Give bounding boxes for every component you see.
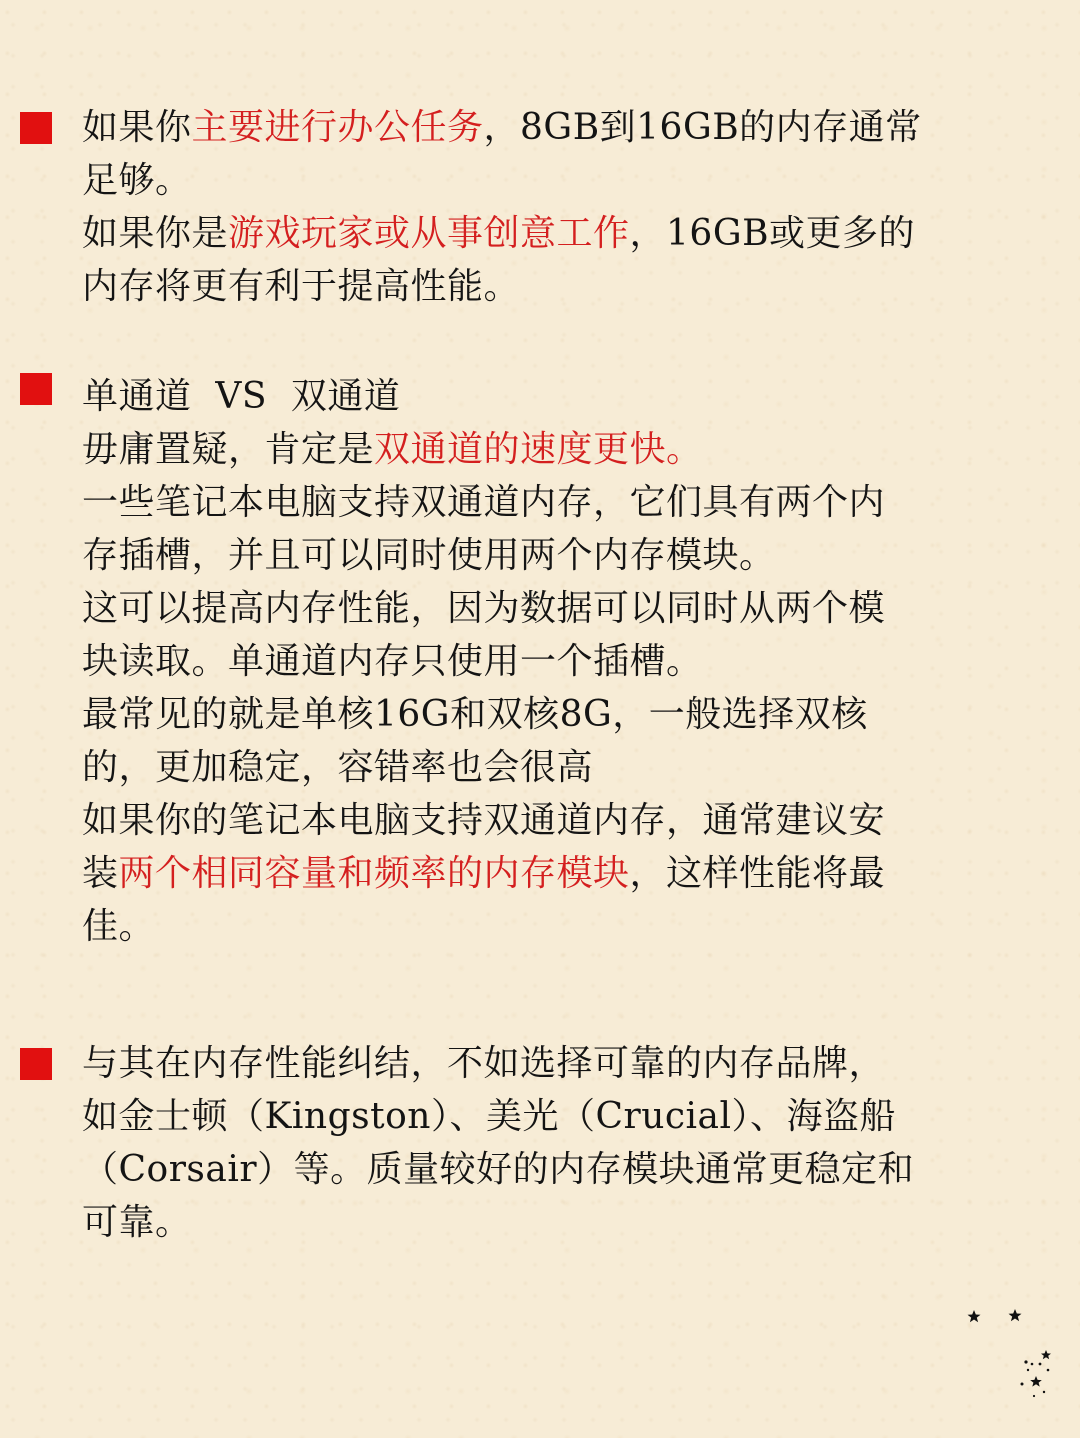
text-line: 如果你的笔记本电脑支持双通道内存，通常建议安 (82, 800, 886, 841)
text-line: 与其在内存性能纠结，不如选择可靠的内存品牌， (82, 1043, 886, 1084)
text-line: 块读取。单通道内存只使用一个插槽。 (82, 641, 703, 682)
highlight-text: 两个相同容量和频率的内存模块 (118, 853, 630, 894)
star-mark (1041, 1350, 1051, 1359)
red-square-icon (20, 1048, 52, 1080)
text-line: 如果你是游戏玩家或从事创意工作，16GB或更多的 (82, 213, 916, 254)
text-line: （Corsair）等。质量较好的内存模块通常更稳定和 (82, 1149, 915, 1190)
text-line: 可靠。 (82, 1202, 192, 1243)
star-mark (1009, 1309, 1022, 1321)
section-text (82, 101, 1057, 313)
red-square-icon (20, 112, 52, 144)
highlight-text: 游戏玩家或从事创意工作 (228, 213, 630, 254)
text-line: 的，更加稳定，容错率也会很高 (82, 747, 594, 788)
text-line: 装两个相同容量和频率的内存模块，这样性能将最 (82, 853, 886, 894)
text-line: 存插槽，并且可以同时使用两个内存模块。 (82, 535, 776, 576)
text-line: 如金士顿（Kingston）、美光（Crucial）、海盗船 (82, 1096, 897, 1137)
text-line: 毋庸置疑，肯定是双通道的速度更快。 (82, 429, 703, 470)
text-line: 这可以提高内存性能，因为数据可以同时从两个模 (82, 588, 886, 629)
text-line: 如果你主要进行办公任务，8GB到16GB的内存通常 (82, 107, 922, 148)
highlight-text: 主要进行办公任务 (191, 107, 484, 148)
text-line: 足够。 (82, 160, 192, 201)
text-line: 一些笔记本电脑支持双通道内存，它们具有两个内 (82, 482, 886, 523)
highlight-text: 双通道的速度更快。 (374, 429, 703, 470)
stars-icon (960, 1300, 1060, 1410)
star-mark (968, 1310, 981, 1322)
section-text (82, 370, 1057, 953)
text-line: 佳。 (82, 906, 156, 947)
red-square-icon (20, 373, 52, 405)
section-heading: 单通道 VS 双通道 (82, 376, 401, 417)
star-mark (1030, 1376, 1042, 1387)
text-line: 最常见的就是单核16G和双核8G，一般选择双核 (82, 694, 868, 735)
text-line: 内存将更有利于提高性能。 (82, 266, 521, 307)
section-text (82, 1037, 1057, 1249)
